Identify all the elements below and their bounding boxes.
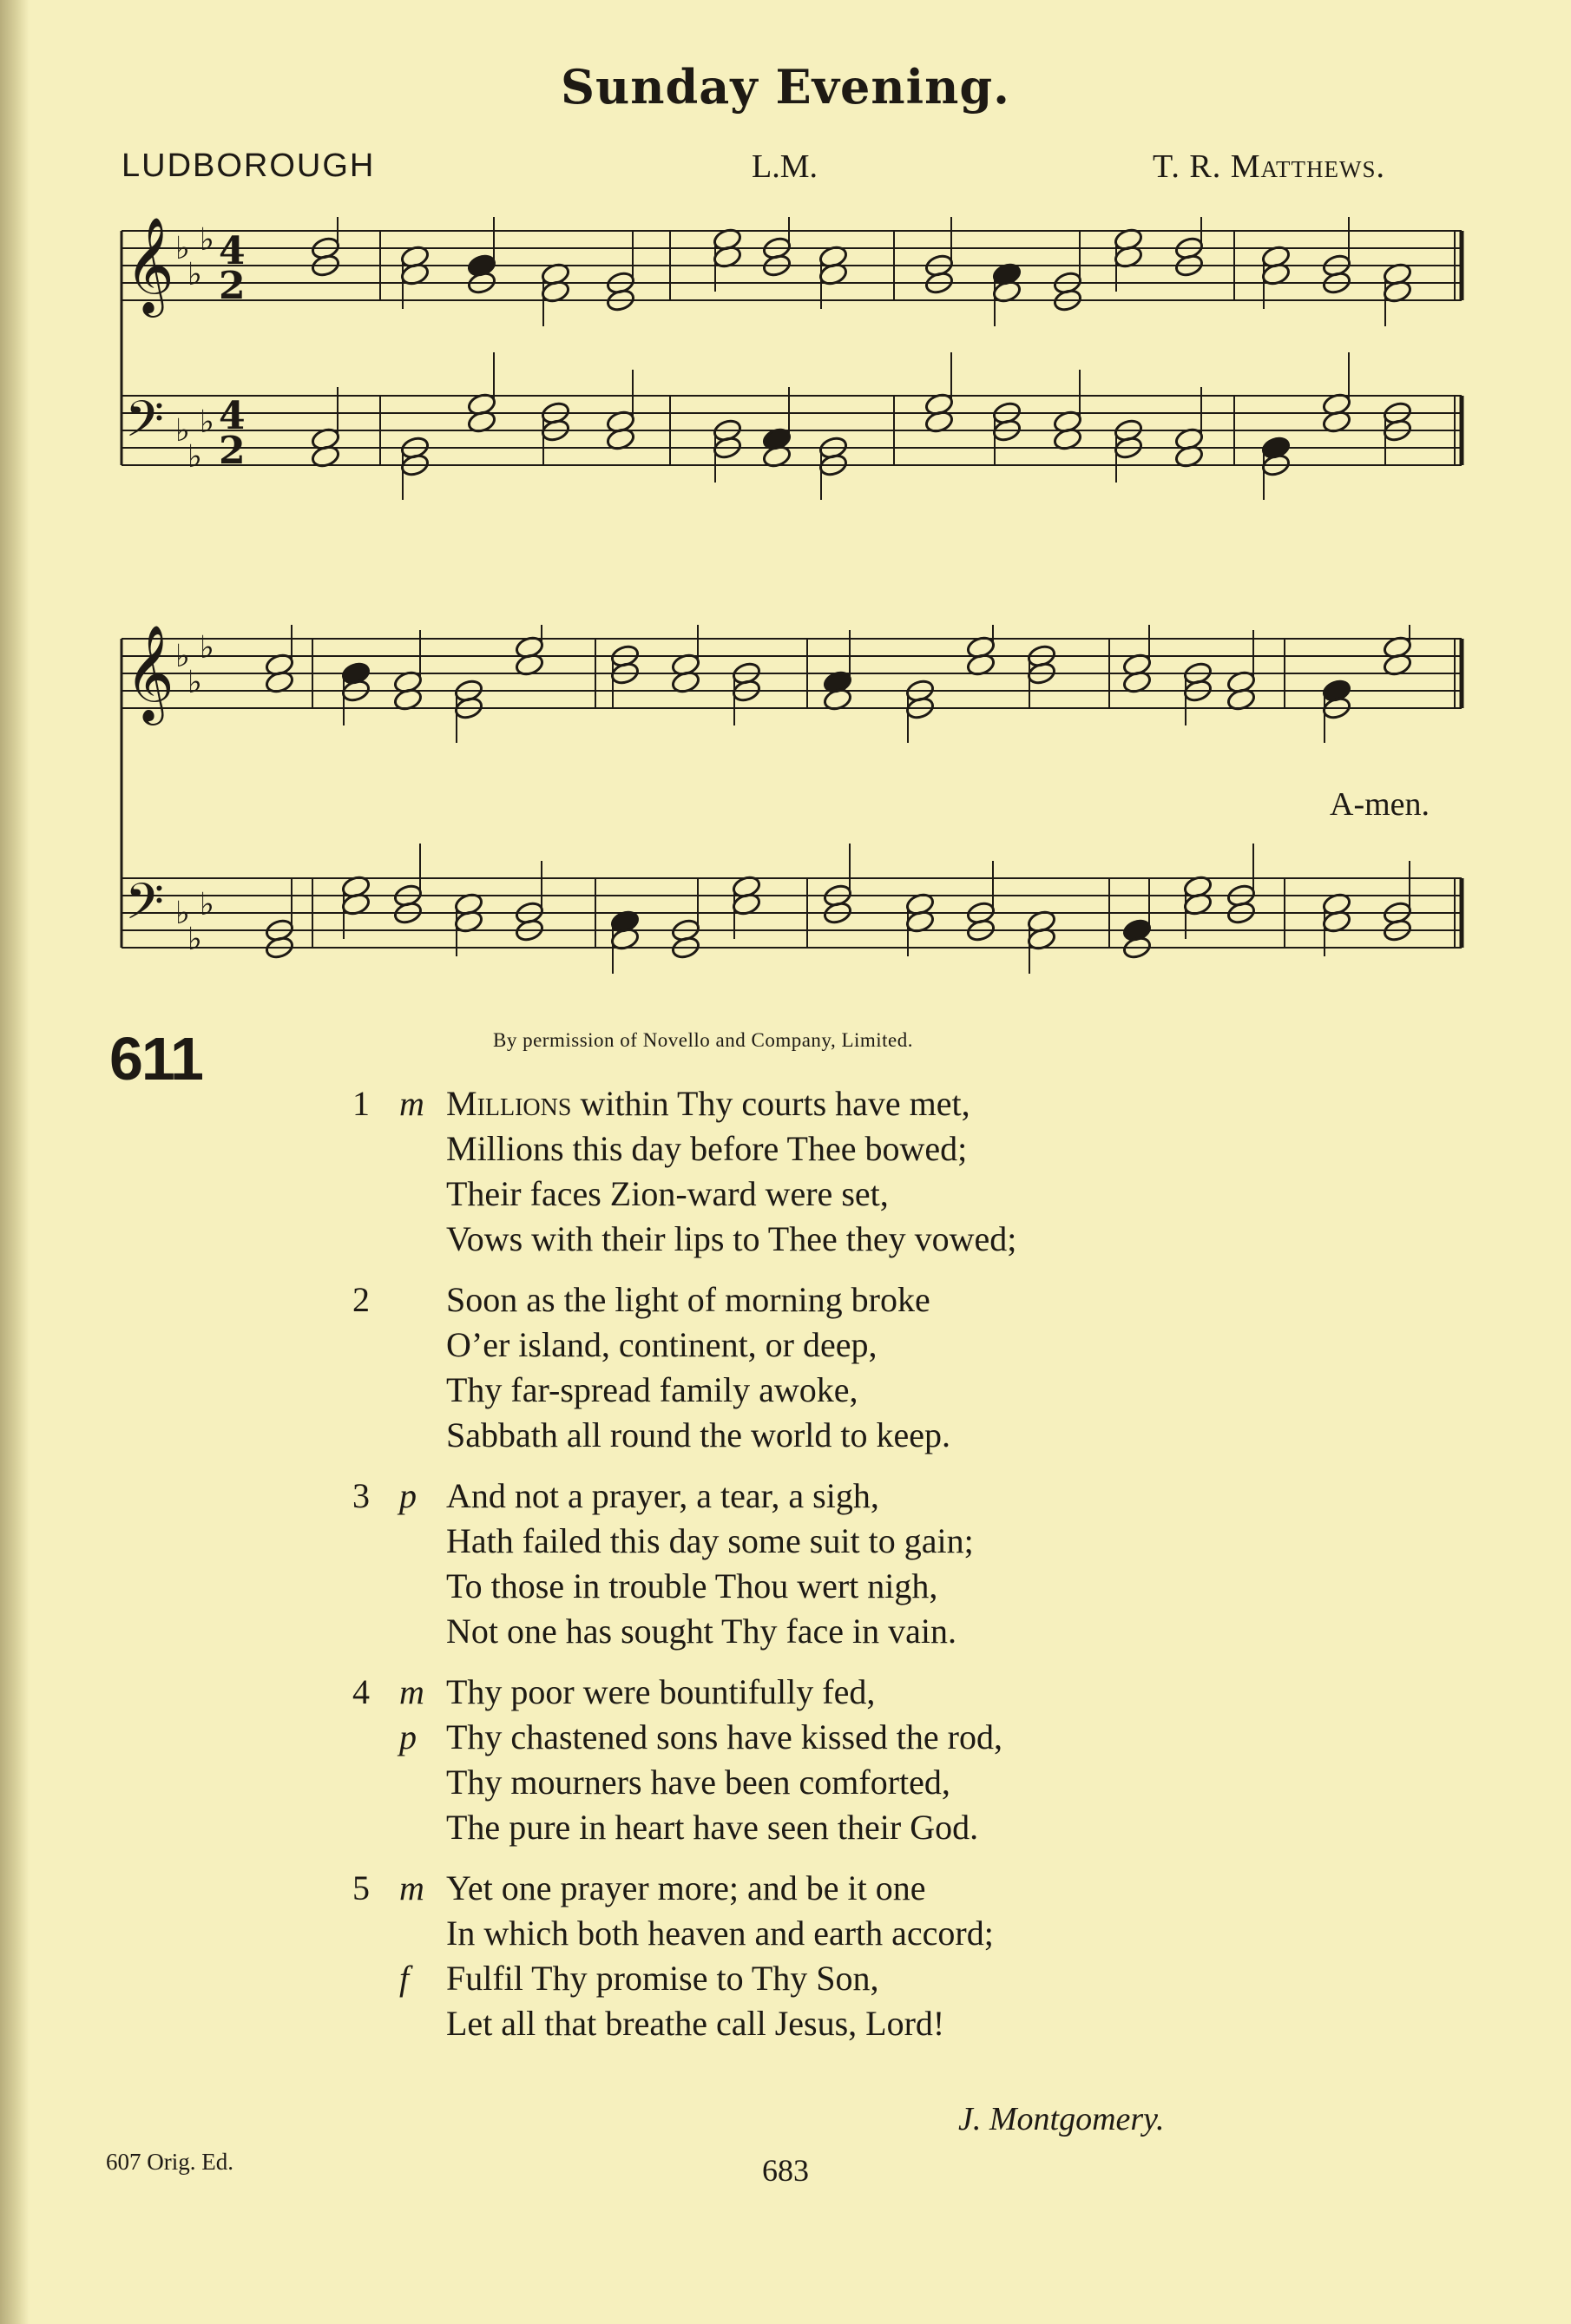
section-title: Sunday Evening.	[561, 59, 1010, 115]
flat-icon: ♭	[187, 439, 202, 475]
flat-icon: ♭	[187, 922, 202, 957]
time-signature-bottom: 2	[219, 264, 246, 308]
dynamic-mark: f	[399, 1959, 410, 1998]
dynamic-mark: p	[399, 1476, 417, 1515]
permission-note: By permission of Novello and Company, Limited.	[493, 1029, 914, 1051]
treble-clef-icon: 𝄞	[125, 625, 174, 721]
stanza-number: 1	[352, 1084, 370, 1123]
verse-text: Thy poor were bountifully fed,	[446, 1672, 876, 1711]
stanza-number: 5	[352, 1868, 370, 1907]
dynamic-mark: m	[399, 1084, 424, 1123]
verse-text: Millions within Thy courts have met,	[446, 1084, 970, 1123]
stanza-number: 4	[352, 1672, 370, 1711]
small-caps-word: Millions	[446, 1084, 572, 1123]
flat-icon: ♭	[175, 231, 190, 266]
verse-text: Their faces Zion-ward were set,	[446, 1174, 889, 1213]
flat-icon: ♭	[187, 257, 202, 292]
verse-text: Vows with their lips to Thee they vowed;	[446, 1219, 1017, 1258]
flat-icon: ♭	[175, 896, 190, 931]
dynamic-mark: p	[399, 1717, 417, 1756]
verse-text: To those in trouble Thou wert nigh,	[446, 1566, 938, 1605]
flat-icon: ♭	[187, 665, 202, 700]
stanza-number: 2	[352, 1280, 370, 1319]
verse-text: Thy mourners have been comforted,	[446, 1763, 950, 1802]
time-signature-top: 4	[219, 229, 246, 273]
verse-text: Soon as the light of morning broke	[446, 1280, 930, 1319]
stanza-number: 3	[352, 1476, 370, 1515]
verse-text: Let all that breathe call Jesus, Lord!	[446, 2004, 945, 2043]
flat-icon: ♭	[200, 887, 214, 922]
original-edition-number: 607 Orig. Ed.	[106, 2149, 233, 2175]
verse-text: In which both heaven and earth accord;	[446, 1914, 994, 1953]
time-signature-top: 4	[219, 394, 246, 438]
music-system-1	[0, 217, 1571, 564]
bass-clef-icon: 𝄢	[125, 872, 165, 943]
verse-text: Hath failed this day some suit to gain;	[446, 1521, 974, 1560]
flat-icon: ♭	[175, 413, 190, 449]
amen-lyric: A-men.	[1330, 786, 1430, 823]
meter: L.M.	[752, 148, 818, 185]
flat-icon: ♭	[200, 222, 214, 258]
verse-text: Thy far-spread family awoke,	[446, 1370, 858, 1409]
dynamic-mark: m	[399, 1868, 424, 1907]
treble-clef-icon: 𝄞	[125, 217, 174, 313]
verse-text: Fulfil Thy promise to Thy Son,	[446, 1959, 879, 1998]
time-signature-bottom: 2	[219, 429, 246, 473]
composer: T. R. Matthews.	[1153, 148, 1386, 185]
verse-text: The pure in heart have seen their God.	[446, 1808, 979, 1847]
verse-text: Not one has sought Thy face in vain.	[446, 1612, 957, 1651]
bass-clef-icon: 𝄢	[125, 390, 165, 461]
flat-icon: ♭	[200, 404, 214, 440]
hymn-number: 611	[109, 1025, 202, 1093]
page-number: 683	[762, 2153, 809, 2188]
flat-icon: ♭	[175, 639, 190, 674]
verse-text: Sabbath all round the world to keep.	[446, 1415, 950, 1454]
dynamic-mark: m	[399, 1672, 424, 1711]
verse-text: Yet one prayer more; and be it one	[446, 1868, 926, 1907]
verse-text: Millions this day before Thee bowed;	[446, 1129, 968, 1168]
music-score-system-1	[0, 217, 1571, 564]
verse-text: And not a prayer, a tear, a sigh,	[446, 1476, 879, 1515]
author: J. Montgomery.	[958, 2101, 1165, 2137]
verse-text: Thy chastened sons have kissed the rod,	[446, 1717, 1002, 1756]
flat-icon: ♭	[200, 630, 214, 666]
tune-name: LUDBOROUGH	[122, 148, 376, 184]
verse-text: O’er island, continent, or deep,	[446, 1325, 878, 1364]
